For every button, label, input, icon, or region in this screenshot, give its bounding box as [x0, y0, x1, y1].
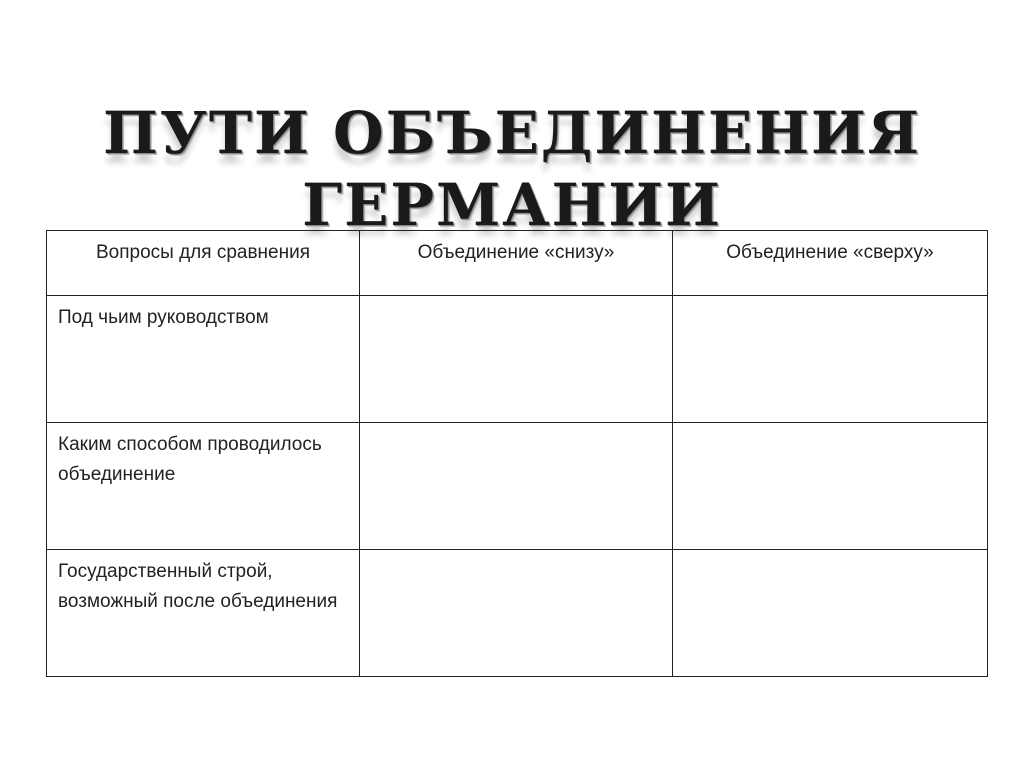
header-cell-from-above: Объединение «сверху»	[673, 231, 988, 296]
row-from-above-cell[interactable]	[673, 550, 988, 677]
row-from-above-cell[interactable]	[673, 296, 988, 423]
row-from-above-cell[interactable]	[673, 423, 988, 550]
row-from-below-cell[interactable]	[360, 423, 673, 550]
header-cell-from-below: Объединение «снизу»	[360, 231, 673, 296]
comparison-table	[46, 230, 988, 677]
row-question-cell: Каким способом проводилось объединение	[47, 423, 360, 550]
table-row	[47, 550, 988, 677]
table-row	[47, 296, 988, 423]
header-cell-questions: Вопросы для сравнения	[47, 231, 360, 296]
row-question-cell: Государственный строй, возможный после объединения	[47, 550, 360, 677]
title-line-1: ПУТИ ОБЪЕДИНЕНИЯ	[103, 98, 921, 167]
page-title	[0, 97, 1024, 241]
title-line-2: ГЕРМАНИИ	[302, 170, 722, 239]
table-row	[47, 423, 988, 550]
row-from-below-cell[interactable]	[360, 550, 673, 677]
row-question-cell: Под чьим руководством	[47, 296, 360, 423]
table-header-row	[47, 231, 988, 296]
row-from-below-cell[interactable]	[360, 296, 673, 423]
